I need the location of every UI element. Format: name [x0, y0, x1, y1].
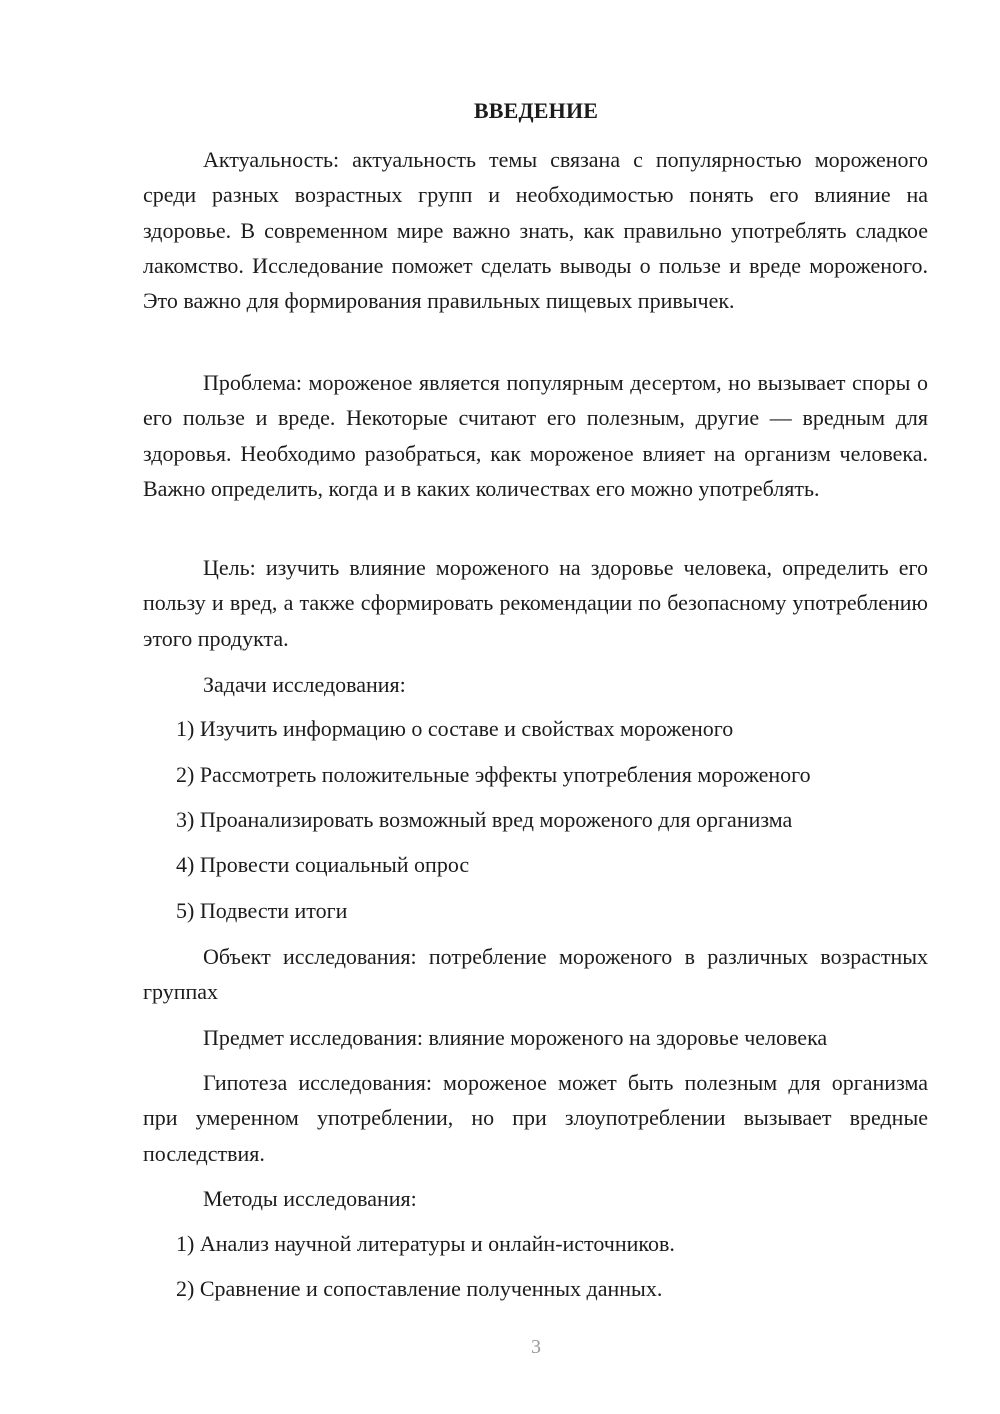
task-item-5: 5) Подвести итоги: [176, 898, 348, 923]
problem-text: Проблема: мороженое является популярным десертом, но вызывает споры о его пользе и вреде. Некоторые считают его полезным, другие — вредным для здоровья. Необходимо разобраться, как мороженое влияет на организм человека. Важно определить, когда и в каких количествах его можно употреблять.: [143, 370, 928, 501]
actuality-paragraph: [143, 142, 928, 318]
problem-paragraph: [143, 365, 928, 506]
document-title: ВВЕДЕНИЕ: [473, 98, 599, 123]
object-paragraph: [143, 939, 928, 1010]
methods-heading-block: [143, 1181, 928, 1216]
tasks-heading-block: [143, 667, 928, 702]
method-item-2: 2) Сравнение и сопоставление полученных данных.: [176, 1276, 663, 1301]
subject-paragraph: [143, 1020, 928, 1055]
subject-text: Предмет исследования: влияние мороженого на здоровье человека: [203, 1025, 828, 1050]
task-item-2: 2) Рассмотреть положительные эффекты употребления мороженого: [176, 762, 811, 787]
task-item-3: 3) Проанализировать возможный вред мороженого для организма: [176, 807, 793, 832]
methods-heading: Методы исследования:: [203, 1186, 417, 1211]
goal-text: Цель: изучить влияние мороженого на здоровье человека, определить его пользу и вред, а также сформировать рекомендации по безопасному употреблению этого продукта.: [143, 555, 928, 651]
object-text: Объект исследования: потребление мороженого в различных возрастных группах: [143, 944, 928, 1005]
tasks-heading: Задачи исследования:: [203, 672, 406, 697]
actuality-text: Актуальность: актуальность темы связана с популярностью мороженого среди разных возрастных групп и необходимостью понять его влияние на здоровье. В современном мире важно знать, как правильно употреблять сладкое лакомство. Исследование поможет сделать выводы о пользе и вреде мороженого. Это важно для формирования правильных пищевых привычек.: [143, 147, 928, 314]
page-number: 3: [531, 1336, 541, 1358]
method-item-1: 1) Анализ научной литературы и онлайн-источников.: [176, 1231, 675, 1256]
task-item-1: 1) Изучить информацию о составе и свойствах мороженого: [176, 716, 734, 741]
task-item-4: 4) Провести социальный опрос: [176, 852, 470, 877]
hypothesis-text: Гипотеза исследования: мороженое может быть полезным для организма при умеренном употреблении, но при злоупотреблении вызывает вредные последствия.: [143, 1070, 928, 1166]
goal-paragraph: [143, 550, 928, 656]
hypothesis-paragraph: [143, 1065, 928, 1171]
